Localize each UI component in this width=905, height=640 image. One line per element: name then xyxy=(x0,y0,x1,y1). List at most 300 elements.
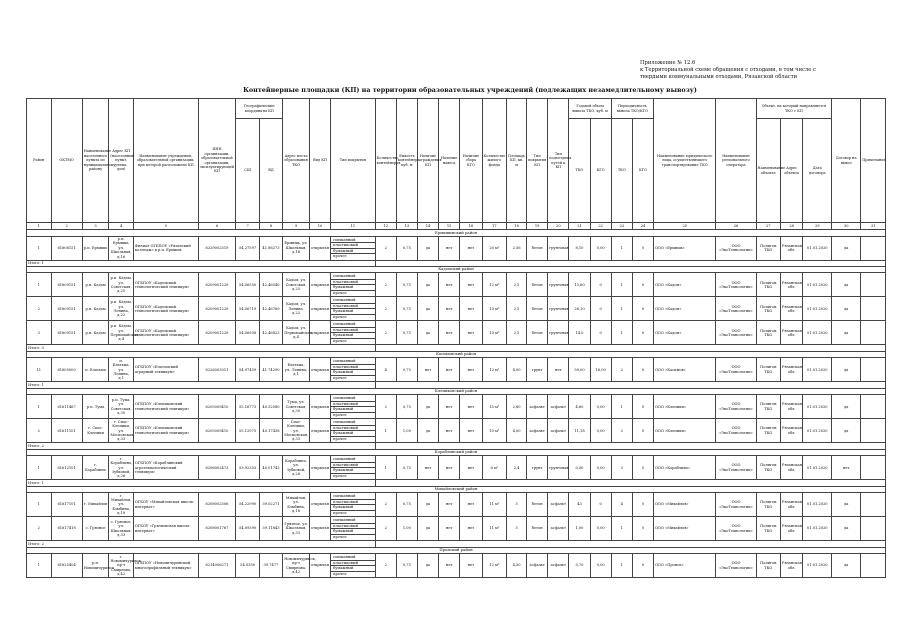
cell-fence: да xyxy=(417,297,438,321)
waste-type-item: пластиковый xyxy=(331,524,375,530)
cell-carrier: ООО «Кадом» xyxy=(654,297,716,321)
cell-carrier: ООО «Кораблино» xyxy=(654,456,716,480)
cell-per1: 1 xyxy=(611,297,632,321)
cell-place: Михайлов, ул. Бзыбина, д.18 xyxy=(283,493,310,517)
cell-np: р.п. Кадом xyxy=(82,273,109,297)
cell-oper: ООО «ЭкоТехнологии» xyxy=(716,554,756,578)
cell-date: 01.01.2020 xyxy=(803,517,832,541)
waste-type-item: пластиковый xyxy=(331,365,375,371)
cell-fence: да xyxy=(417,493,438,517)
cell-address: п. Елатьма, ул. Ленина, д.1 xyxy=(109,358,134,382)
cell-kgov: 0 xyxy=(590,321,611,345)
annex-line-1: Приложение № 12.6 xyxy=(640,60,696,66)
cell-count: 2 xyxy=(375,493,396,517)
cell-per2: 0 xyxy=(632,395,653,419)
cell-obj_addr: Рязанская обл. xyxy=(781,419,803,443)
header-col-29: Дата договора xyxy=(803,119,832,223)
waste-type-item: смешанный xyxy=(331,494,375,500)
header-col-11: Тип покрытия xyxy=(331,99,376,223)
column-number-8: 8 xyxy=(259,223,282,230)
cell-num: 1 xyxy=(27,554,52,578)
cell-obj: Полигон ТКО xyxy=(756,273,781,297)
waste-type-item: бумажный xyxy=(331,468,375,474)
cell-note xyxy=(861,419,886,443)
table-row xyxy=(27,273,886,297)
cell-date: 01.01.2020 xyxy=(803,273,832,297)
cell-fund: 12 м² xyxy=(482,358,507,382)
header-col-13: Емкость контейнера, куб. м xyxy=(396,99,417,223)
column-number-3: 3 xyxy=(82,223,109,230)
waste-type-item: пластиковый xyxy=(331,426,375,432)
cell-date: 01.01.2020 xyxy=(803,297,832,321)
cell-count: 4 xyxy=(375,358,396,382)
cell-kgo: нет xyxy=(460,493,482,517)
cell-fence: да xyxy=(417,321,438,345)
annex-block xyxy=(640,60,880,81)
cell-kgov: 0 xyxy=(590,297,611,321)
cell-per2: 0 xyxy=(632,554,653,578)
cell-address: г. Михайлов, ул. Бзыбина, д.18 xyxy=(109,493,134,517)
waste-type-item: смешанный xyxy=(331,420,375,426)
column-number-28: 28 xyxy=(781,223,803,230)
cell-area: 4,50 xyxy=(507,554,527,578)
cell-tko: 43 xyxy=(569,493,590,517)
cell-inn: 6214006271 xyxy=(198,554,236,578)
cell-roof: нет xyxy=(439,493,460,517)
cell-carrier: ООО «Пронск» xyxy=(654,554,716,578)
cell-vd: 39.02271 xyxy=(259,493,282,517)
cell-cover: бетон xyxy=(527,273,548,297)
cell-vd: 41.86273 xyxy=(259,236,282,260)
column-number-23: 23 xyxy=(611,223,632,230)
cell-address: р.п. Кадом, ул. Советская, д.25 xyxy=(109,273,134,297)
cell-sh: 54.0350 xyxy=(236,554,259,578)
header-col-2: ОКТМО xyxy=(51,99,82,223)
cell-sh: 53.92353 xyxy=(236,456,259,480)
cell-roof: нет xyxy=(439,456,460,480)
cell-kgov: 0 xyxy=(590,493,611,517)
header-col-12: Количество контейнеров xyxy=(375,99,396,223)
cell-inn: 6226003011 xyxy=(198,358,236,382)
waste-type-item: бумажный xyxy=(331,407,375,413)
cell-org: ОГБПОУ «Кораблинский агротехнологический техникум» xyxy=(133,456,198,480)
cell-obj: Полигон ТКО xyxy=(756,493,781,517)
cell-num: 11 xyxy=(27,358,52,382)
column-number-1: 1 xyxy=(27,223,52,230)
cell-obj_addr: Рязанская обл. xyxy=(781,493,803,517)
cell-per1: 2 xyxy=(611,419,632,443)
table-row xyxy=(27,493,886,517)
cell-per1: 2 xyxy=(611,358,632,382)
district-name: Ермишинский район xyxy=(27,230,886,237)
cell-inn: 6205009410 xyxy=(198,395,236,419)
waste-type-item: смешанный xyxy=(331,359,375,365)
header-col-1: Район xyxy=(27,99,52,223)
cell-roof: нет xyxy=(439,395,460,419)
cell-contract: да xyxy=(832,273,861,297)
header-col-20: Тип подъездных путей к КП xyxy=(548,99,569,223)
cell-vol: 0,75 xyxy=(396,236,417,260)
cell-oper: ООО «ЭкоТехнологии» xyxy=(716,493,756,517)
cell-contract: да xyxy=(832,517,861,541)
cell-place: Грязное, ул. Школьная, д.33 xyxy=(283,517,310,541)
cell-oktmo: 61609151 xyxy=(51,273,82,297)
cell-kind: открытая xyxy=(309,273,330,297)
cell-address: р.п. Кадом, ул. Первомайская, д.4 xyxy=(109,321,134,345)
waste-type-list xyxy=(331,236,376,260)
header-col-17: Количество жилого фонда xyxy=(482,99,507,223)
cell-kind: открытая xyxy=(309,297,330,321)
cell-count: 2 xyxy=(375,321,396,345)
waste-type-item: прочее xyxy=(333,338,347,343)
header-col-7: СШ xyxy=(236,119,259,223)
cell-obj_addr: Рязанская обл. xyxy=(781,395,803,419)
cell-road: асфальт xyxy=(548,493,569,517)
cell-contract: да xyxy=(832,358,861,382)
cell-contract: да xyxy=(832,297,861,321)
cell-note xyxy=(861,297,886,321)
cell-obj: Полигон ТКО xyxy=(756,554,781,578)
column-number-30: 30 xyxy=(832,223,861,230)
waste-type-item: смешанный xyxy=(331,457,375,463)
cell-oper: ООО «ЭкоТехнологии» xyxy=(716,395,756,419)
cell-vol: 0,75 xyxy=(396,358,417,382)
cell-address: с. Грязное, ул. Школьная, д.33 xyxy=(109,517,134,541)
waste-type-item: смешанный xyxy=(331,555,375,561)
cell-kind: открытая xyxy=(309,493,330,517)
cell-obj_addr: Рязанская обл. xyxy=(781,456,803,480)
cell-roof: нет xyxy=(439,517,460,541)
cell-np: р.п. Кадом xyxy=(82,321,109,345)
waste-type-item: прочее xyxy=(333,290,347,295)
cell-per1: 4 xyxy=(611,493,632,517)
cell-note xyxy=(861,358,886,382)
cell-obj_addr: Рязанская обл. xyxy=(781,358,803,382)
cell-tko: 0,00 xyxy=(569,456,590,480)
registry-body xyxy=(27,223,886,578)
header-row-groups xyxy=(27,99,886,119)
cell-num: 1 xyxy=(27,395,52,419)
header-col-9: Адрес места образования ТКО xyxy=(283,99,310,223)
column-number-20: 20 xyxy=(548,223,569,230)
cell-obj_addr: Рязанская обл. xyxy=(781,321,803,345)
cell-area: 2,5 xyxy=(507,321,527,345)
cell-place: Спас-Клепики, ул. Московская, д.33 xyxy=(284,419,309,442)
cell-np: п. Елатьма xyxy=(82,358,109,382)
cell-place: Елатьма, ул. Ленина, д.1 xyxy=(283,358,310,382)
cell-road: асфальт xyxy=(548,554,569,578)
cell-tko: 4,60 xyxy=(569,395,590,419)
cell-kgov: 0 xyxy=(590,273,611,297)
cell-oktmo: 61625404 xyxy=(51,554,82,578)
cell-date: 01.01.2020 xyxy=(803,456,832,480)
cell-count: 2 xyxy=(375,297,396,321)
cell-vd: 39.7477 xyxy=(259,554,282,578)
cell-vd: 42.46540 xyxy=(259,273,282,297)
district-total-label: Итого: 1 xyxy=(27,260,376,266)
cell-tko: 59,00 xyxy=(569,358,590,382)
cell-vol: 0,75 xyxy=(396,273,417,297)
cell-sh: 55.16773 xyxy=(236,395,259,419)
cell-count: 2 xyxy=(375,236,396,260)
cell-oper: ООО «ЭкоТехнологии» xyxy=(716,297,756,321)
cell-cover: грунт xyxy=(527,358,548,382)
cell-sh: 54.56550 xyxy=(236,273,259,297)
table-row xyxy=(27,456,886,480)
waste-type-item: прочее xyxy=(333,436,347,441)
cell-tko: 26,10 xyxy=(569,297,590,321)
cell-num: 2 xyxy=(27,419,52,443)
cell-inn: 6229002519 xyxy=(198,236,236,260)
column-number-24: 24 xyxy=(632,223,653,230)
cell-kind: открытая xyxy=(309,554,330,578)
cell-obj_addr: Рязанская обл. xyxy=(781,554,803,578)
cell-per2: 0 xyxy=(632,236,653,260)
cell-per1: 1 xyxy=(611,273,632,297)
header-col-6: ИНН организации, образовательной организации, эксплуатирующей КП xyxy=(198,99,236,223)
cell-kgo: нет xyxy=(460,236,482,260)
cell-fund: 8 м² xyxy=(482,456,507,480)
cell-road: грунтовая xyxy=(548,297,569,321)
district-name: Кораблинский район xyxy=(27,449,886,456)
cell-area: 2,56 xyxy=(507,236,527,260)
cell-fence: да xyxy=(417,273,438,297)
waste-type-item: смешанный xyxy=(331,396,375,402)
cell-fence: да xyxy=(417,419,438,443)
header-col-19: Тип покрытия КП xyxy=(527,99,548,223)
cell-fence: да xyxy=(417,554,438,578)
cell-note xyxy=(861,236,886,260)
cell-kind: открытая xyxy=(309,358,330,382)
column-number-15: 15 xyxy=(439,223,460,230)
cell-sh: 54.22990 xyxy=(236,493,259,517)
cell-kgo: нет xyxy=(460,517,482,541)
cell-inn: 6205009410 xyxy=(198,419,236,443)
waste-type-item: бумажный xyxy=(331,333,375,339)
cell-date: 01.01.2020 xyxy=(803,236,832,260)
cell-place: Кадом, ул. Ленина, д.22 xyxy=(283,297,310,321)
cell-vd: 39.11843 xyxy=(259,517,282,541)
cell-kgov: 0,00 xyxy=(590,554,611,578)
district-name: Клепиковский район xyxy=(27,388,886,395)
cell-kgo: нет xyxy=(460,554,482,578)
cell-obj: Полигон ТКО xyxy=(756,236,781,260)
cell-fund: 10 м² xyxy=(482,321,507,345)
column-number-25: 25 xyxy=(654,223,716,230)
cell-cover: бетон xyxy=(527,297,548,321)
cell-date: 01.01.2020 xyxy=(803,419,832,443)
waste-type-item: прочее xyxy=(333,412,347,417)
waste-type-item: пластиковый xyxy=(331,243,375,249)
cell-per2: 0 xyxy=(632,297,653,321)
cell-address: г. Новомичуринск, пр-т Смирнова, д.42 xyxy=(110,554,143,577)
cell-org: Филиал ОГБПОУ «Рязанский колледж» в р.п. Ермишь xyxy=(133,236,198,260)
cell-cover: бетон xyxy=(527,493,548,517)
cell-oktmo: 61617418 xyxy=(51,517,82,541)
cell-vol: 1,00 xyxy=(396,419,417,443)
cell-fund: 10 м² xyxy=(482,297,507,321)
cell-kgo: нет xyxy=(460,456,482,480)
annex-line-2: к Территориальной схеме обращения с отходами, в том числе с xyxy=(640,67,816,73)
cell-vol: 0,75 xyxy=(396,493,417,517)
cell-vd: 40.52580 xyxy=(259,395,282,419)
cell-fence: да xyxy=(417,236,438,260)
cell-place: Кораблино, ул. Зубковой, д.26 xyxy=(283,456,310,480)
waste-type-item: прочее xyxy=(333,534,347,539)
header-regoper-group: Годовой объем вывоза ТКО, куб. м xyxy=(569,99,611,119)
cell-vol: 0,75 xyxy=(396,297,417,321)
cell-num: 1 xyxy=(27,456,52,480)
column-number-5: 5 xyxy=(133,223,198,230)
cell-fund: 20 м² xyxy=(482,236,507,260)
waste-type-list xyxy=(331,493,376,517)
cell-inn: 6206002473 xyxy=(198,456,236,480)
cell-tko: 14,0 xyxy=(569,321,590,345)
cell-org: ОГБОУ «Грязновская школа-интернат» xyxy=(133,517,198,541)
table-row xyxy=(27,321,886,345)
cell-area: 2,5 xyxy=(507,297,527,321)
cell-cover: бетон xyxy=(527,236,548,260)
cell-kgo: нет xyxy=(460,419,482,443)
cell-sh: 54.27597 xyxy=(236,236,259,260)
cell-np: р.п. Тума xyxy=(82,395,109,419)
table-row xyxy=(27,297,886,321)
cell-roof: нет xyxy=(439,297,460,321)
cell-roof: нет xyxy=(439,358,460,382)
cell-obj: Полигон ТКО xyxy=(756,456,781,480)
cell-per1: 1 xyxy=(611,517,632,541)
cell-obj_addr: Рязанская обл. xyxy=(781,297,803,321)
cell-vd: 42.46769 xyxy=(259,297,282,321)
header-col-26: Наименование регионального оператора xyxy=(716,99,756,223)
waste-type-item: пластиковый xyxy=(331,280,375,286)
waste-type-item: смешанный xyxy=(331,238,375,244)
cell-tko: 8,10 xyxy=(569,236,590,260)
cell-sh: 54.09390 xyxy=(236,517,259,541)
waste-type-item: пластиковый xyxy=(331,328,375,334)
cell-fund: 10 м² xyxy=(482,419,507,443)
cell-place: Кадом, ул. Советская, д.25 xyxy=(283,273,310,297)
cell-kgo: нет xyxy=(460,395,482,419)
cell-vd: 40.01742 xyxy=(259,456,282,480)
header-col-15: Наличие навеса xyxy=(439,99,460,223)
cell-per2: 0 xyxy=(632,517,653,541)
cell-contract: да xyxy=(832,321,861,345)
cell-oktmo: 61611101 xyxy=(51,419,82,443)
cell-oktmo: 61609151 xyxy=(51,321,82,345)
cell-obj: Полигон ТКО xyxy=(756,321,781,345)
cell-obj: Полигон ТКО xyxy=(756,517,781,541)
header-object-group: Объект, на который направляются ТКО с КП xyxy=(756,99,832,119)
cell-note xyxy=(861,456,886,480)
cell-vd: 40.17438 xyxy=(259,419,282,443)
district-total-label: Итого: 2 xyxy=(27,443,376,449)
cell-oper: ООО «ЭкоТехнологии» xyxy=(716,517,756,541)
waste-type-item: бумажный xyxy=(331,529,375,535)
table-row xyxy=(27,236,886,260)
header-col-14: Наличие ограждения КП xyxy=(417,99,438,223)
cell-inn: 6209001229 xyxy=(198,297,236,321)
waste-type-list xyxy=(331,517,376,541)
column-number-14: 14 xyxy=(417,223,438,230)
cell-count: 1 xyxy=(375,456,396,480)
cell-contract: да xyxy=(832,419,861,443)
cell-kgo: нет xyxy=(460,358,482,382)
waste-type-item: бумажный xyxy=(331,505,375,511)
cell-cover: асфальт xyxy=(527,419,548,443)
cell-obj: Полигон ТКО xyxy=(756,419,781,443)
cell-oktmo: 61606151 xyxy=(51,236,82,260)
cell-place: Кадом, ул. Первомайская, д.4 xyxy=(283,321,310,345)
cell-org: ОГБПОУ «Клепиковский технологический техникум» xyxy=(133,395,198,419)
waste-type-item: пластиковый xyxy=(331,500,375,506)
column-number-2: 2 xyxy=(51,223,82,230)
waste-type-list xyxy=(331,358,376,382)
cell-fund: 11 м² xyxy=(482,517,507,541)
waste-type-item: пластиковый xyxy=(331,402,375,408)
cell-fund: 12 м² xyxy=(482,273,507,297)
cell-count: 2 xyxy=(375,554,396,578)
waste-type-item: пластиковый xyxy=(331,561,375,567)
cell-oper: ООО «ЭкоТехнологии» xyxy=(716,236,756,260)
cell-inn: 6208001767 xyxy=(198,517,236,541)
cell-count: 2 xyxy=(375,273,396,297)
cell-oktmo: 61609151 xyxy=(51,297,82,321)
cell-cover: асфальт xyxy=(527,554,548,578)
cell-oper: ООО «ЭкоТехнологии» xyxy=(716,321,756,345)
header-col-4: Адрес КП (населенный пункт, улица, дом) xyxy=(109,99,134,223)
cell-kgo: нет xyxy=(460,321,482,345)
column-number-31: 31 xyxy=(861,223,886,230)
cell-address: р.п. Кадом, ул. Ленина, д.22 xyxy=(109,297,134,321)
header-col-25: Наименование юридического лица, осуществляющего транспортирование ТКО xyxy=(654,99,716,223)
cell-kind: открытая xyxy=(309,456,330,480)
cell-kgov: 0,00 xyxy=(590,419,611,443)
cell-cover: грунт xyxy=(527,456,548,480)
cell-sh: 54.56938 xyxy=(236,321,259,345)
cell-roof: нет xyxy=(439,554,460,578)
column-number-18: 18 xyxy=(507,223,527,230)
cell-address: р.п. Ермишь, ул. Школьная, д.16 xyxy=(110,237,132,259)
cell-road: асфальт xyxy=(548,419,569,443)
cell-inn: 6208002506 xyxy=(198,493,236,517)
cell-per1: 1 xyxy=(611,236,632,260)
cell-contract: да xyxy=(832,554,861,578)
waste-type-item: смешанный xyxy=(331,298,375,304)
cell-kind: открытая xyxy=(309,419,330,443)
waste-type-list xyxy=(331,321,376,345)
cell-count: 2 xyxy=(375,395,396,419)
column-number-26: 26 xyxy=(716,223,756,230)
district-total-label: Итого: 3 xyxy=(27,345,376,351)
cell-obj_addr: Рязанская обл. xyxy=(781,517,803,541)
cell-fence: да xyxy=(417,395,438,419)
cell-contract: нет xyxy=(832,456,861,480)
cell-cover: асфальт xyxy=(527,395,548,419)
cell-note xyxy=(861,395,886,419)
cell-oktmo: 61605000 xyxy=(51,358,82,382)
header-col-30: Договор на вывоз xyxy=(832,99,861,223)
cell-carrier: ООО «Касимов» xyxy=(654,358,716,382)
header-col-16: Наличие сбора КГО xyxy=(460,99,482,223)
waste-type-list xyxy=(331,419,376,443)
cell-carrier: ООО «Кадом» xyxy=(654,273,716,297)
district-name: Касимовский район xyxy=(27,351,886,358)
cell-road: грунтовая xyxy=(548,456,569,480)
column-number-21: 21 xyxy=(569,223,590,230)
cell-fence: да xyxy=(417,517,438,541)
cell-kgo: нет xyxy=(460,297,482,321)
